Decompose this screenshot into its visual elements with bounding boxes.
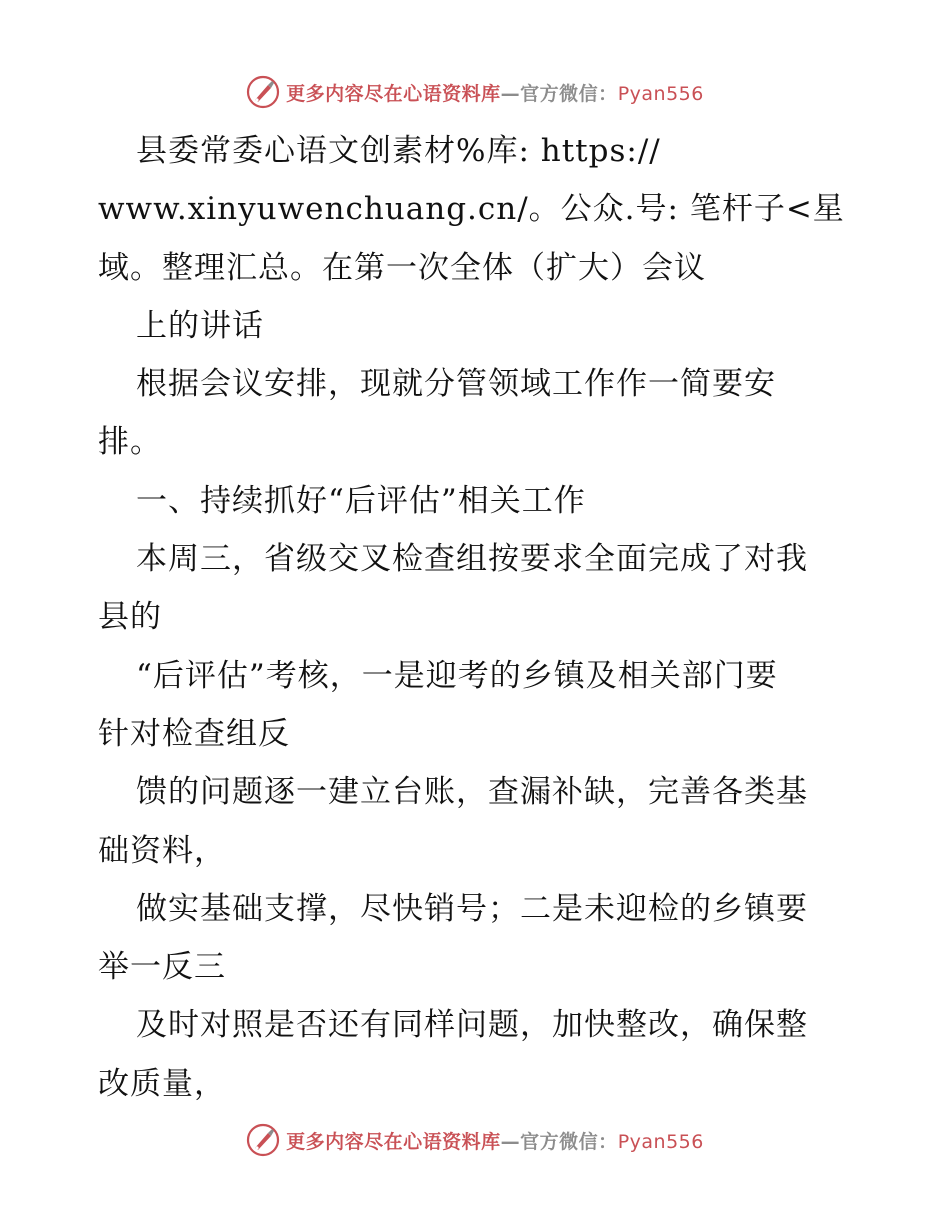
paragraph-line: 排。 — [98, 424, 162, 461]
paragraph-line: 本周三，省级交叉检查组按要求全面完成了对我 — [136, 541, 808, 578]
paragraph-line: 一、持续抓好“后评估”相关工作 — [136, 482, 586, 519]
paragraph-line: 馈的问题逐一建立台账，查漏补缺，完善各类基 — [136, 774, 808, 811]
watermark-main-text: 更多内容尽在心语资料库 — [286, 82, 501, 105]
paragraph-line: 针对检查组反 — [98, 715, 290, 752]
document-body — [98, 122, 858, 1113]
paragraph-line: 及时对照是否还有同样问题，加快整改，确保整 — [136, 1007, 808, 1044]
watermark-separator-text: —官方微信： — [500, 1130, 618, 1153]
paragraph-line: 上的讲话 — [136, 307, 264, 344]
paragraph-line: 县委常委心语文创素材%库: https:// — [136, 133, 661, 169]
watermark-separator-text: —官方微信： — [500, 82, 618, 105]
paragraph-line: “后评估”考核，一是迎考的乡镇及相关部门要 — [136, 657, 778, 694]
paragraph-line: 改质量， — [98, 1065, 226, 1102]
watermark-wechat-id: Pyan556 — [617, 82, 704, 105]
watermark-main-text: 更多内容尽在心语资料库 — [286, 1130, 501, 1153]
paragraph-line: www.xinyuwenchuang.cn/。公众.号: 笔杆子<星 — [98, 191, 845, 228]
watermark-text — [286, 1127, 704, 1154]
quill-pen-logo-icon — [246, 1123, 280, 1157]
watermark-text — [286, 79, 704, 106]
paragraph-line: 县的 — [98, 599, 162, 636]
paragraph-line: 域。整理汇总。在第一次全体（扩大）会议 — [98, 249, 706, 286]
paragraph-line: 根据会议安排，现就分管领域工作作一简要安 — [136, 366, 776, 403]
footer-watermark — [0, 1118, 950, 1162]
paragraph-line: 做实基础支撑，尽快销号；二是未迎检的乡镇要 — [136, 890, 808, 927]
paragraph-line: 举一反三 — [98, 949, 226, 986]
header-watermark — [0, 70, 950, 114]
paragraph-line: 础资料， — [98, 832, 226, 869]
watermark-wechat-id: Pyan556 — [617, 1130, 704, 1153]
quill-pen-logo-icon — [246, 75, 280, 109]
